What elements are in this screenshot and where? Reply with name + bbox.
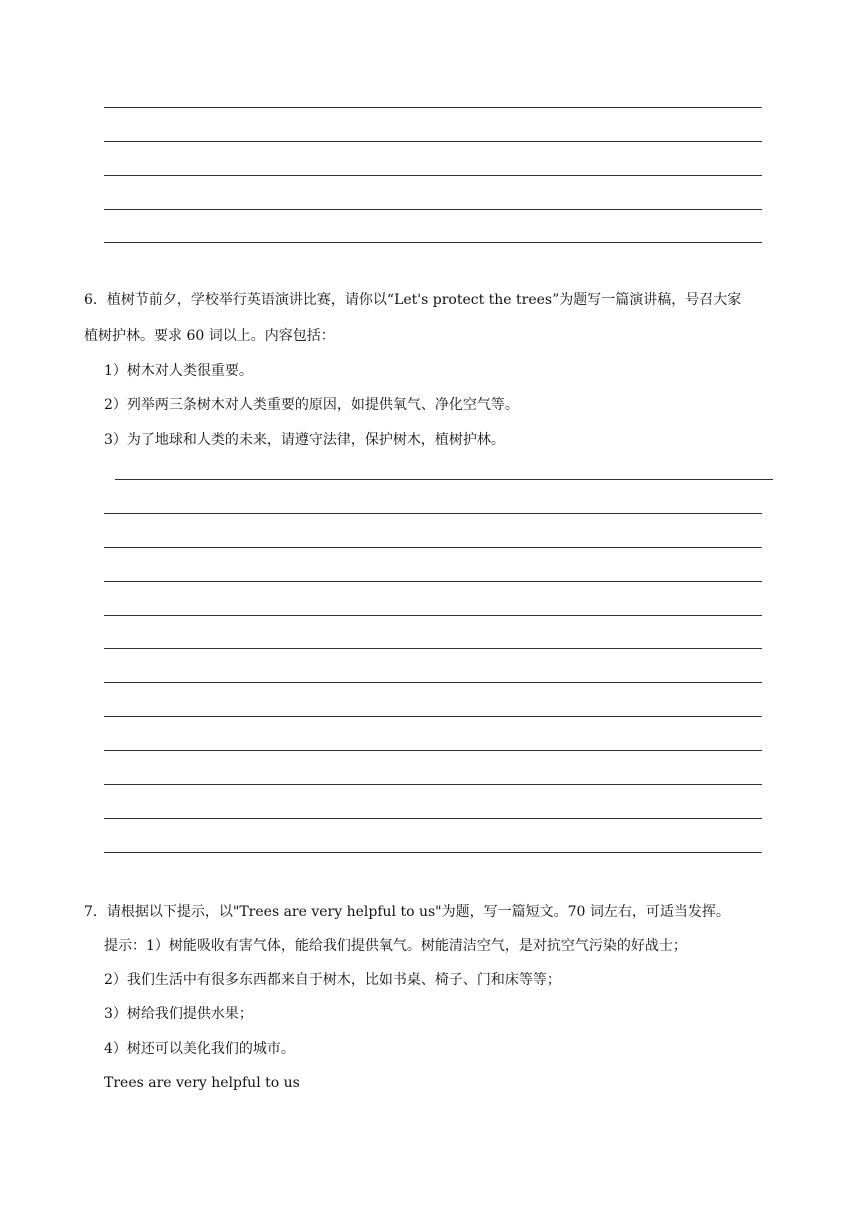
answer-line[interactable]	[104, 581, 762, 582]
question-6-point-1: 1）树木对人类很重要。	[104, 363, 253, 379]
answer-line[interactable]	[104, 648, 762, 649]
answer-line[interactable]	[104, 547, 762, 548]
question-7-essay-title: Trees are very helpful to us	[104, 1075, 300, 1091]
answer-line[interactable]	[115, 479, 773, 480]
answer-line[interactable]	[104, 107, 762, 108]
answer-line[interactable]	[104, 750, 762, 751]
answer-line[interactable]	[104, 175, 762, 176]
answer-line[interactable]	[104, 141, 762, 142]
question-6-prompt-line-1: 6．植树节前夕，学校举行英语演讲比赛，请你以“Let's protect the trees”为题写一篇演讲稿，号召大家	[84, 292, 742, 308]
answer-line[interactable]	[104, 682, 762, 683]
question-7-hint-4: 4）树还可以美化我们的城市。	[104, 1041, 295, 1057]
question-7-hint-2: 2）我们生活中有很多东西都来自于树木，比如书桌、椅子、门和床等等；	[104, 972, 561, 988]
answer-line[interactable]	[104, 852, 762, 853]
question-6-point-3: 3）为了地球和人类的未来，请遵守法律，保护树木，植树护林。	[104, 432, 505, 448]
answer-line[interactable]	[104, 209, 762, 210]
question-7-prompt: 7．请根据以下提示，以"Trees are very helpful to us"为题，写一篇短文。70 词左右，可适当发挥。	[84, 904, 730, 920]
answer-line[interactable]	[104, 615, 762, 616]
question-7-hint-1: 提示：1）树能吸收有害气体，能给我们提供氧气。树能清洁空气，是对抗空气污染的好战士；	[104, 938, 687, 954]
answer-line[interactable]	[104, 513, 762, 514]
answer-line[interactable]	[104, 818, 762, 819]
question-6-prompt-line-2: 植树护林。要求 60 词以上。内容包括：	[84, 328, 335, 344]
answer-line[interactable]	[104, 242, 762, 243]
question-6-point-2: 2）列举两三条树木对人类重要的原因，如提供氧气、净化空气等。	[104, 397, 519, 413]
question-7-hint-3: 3）树给我们提供水果；	[104, 1006, 253, 1022]
answer-line[interactable]	[104, 716, 762, 717]
answer-line[interactable]	[104, 784, 762, 785]
